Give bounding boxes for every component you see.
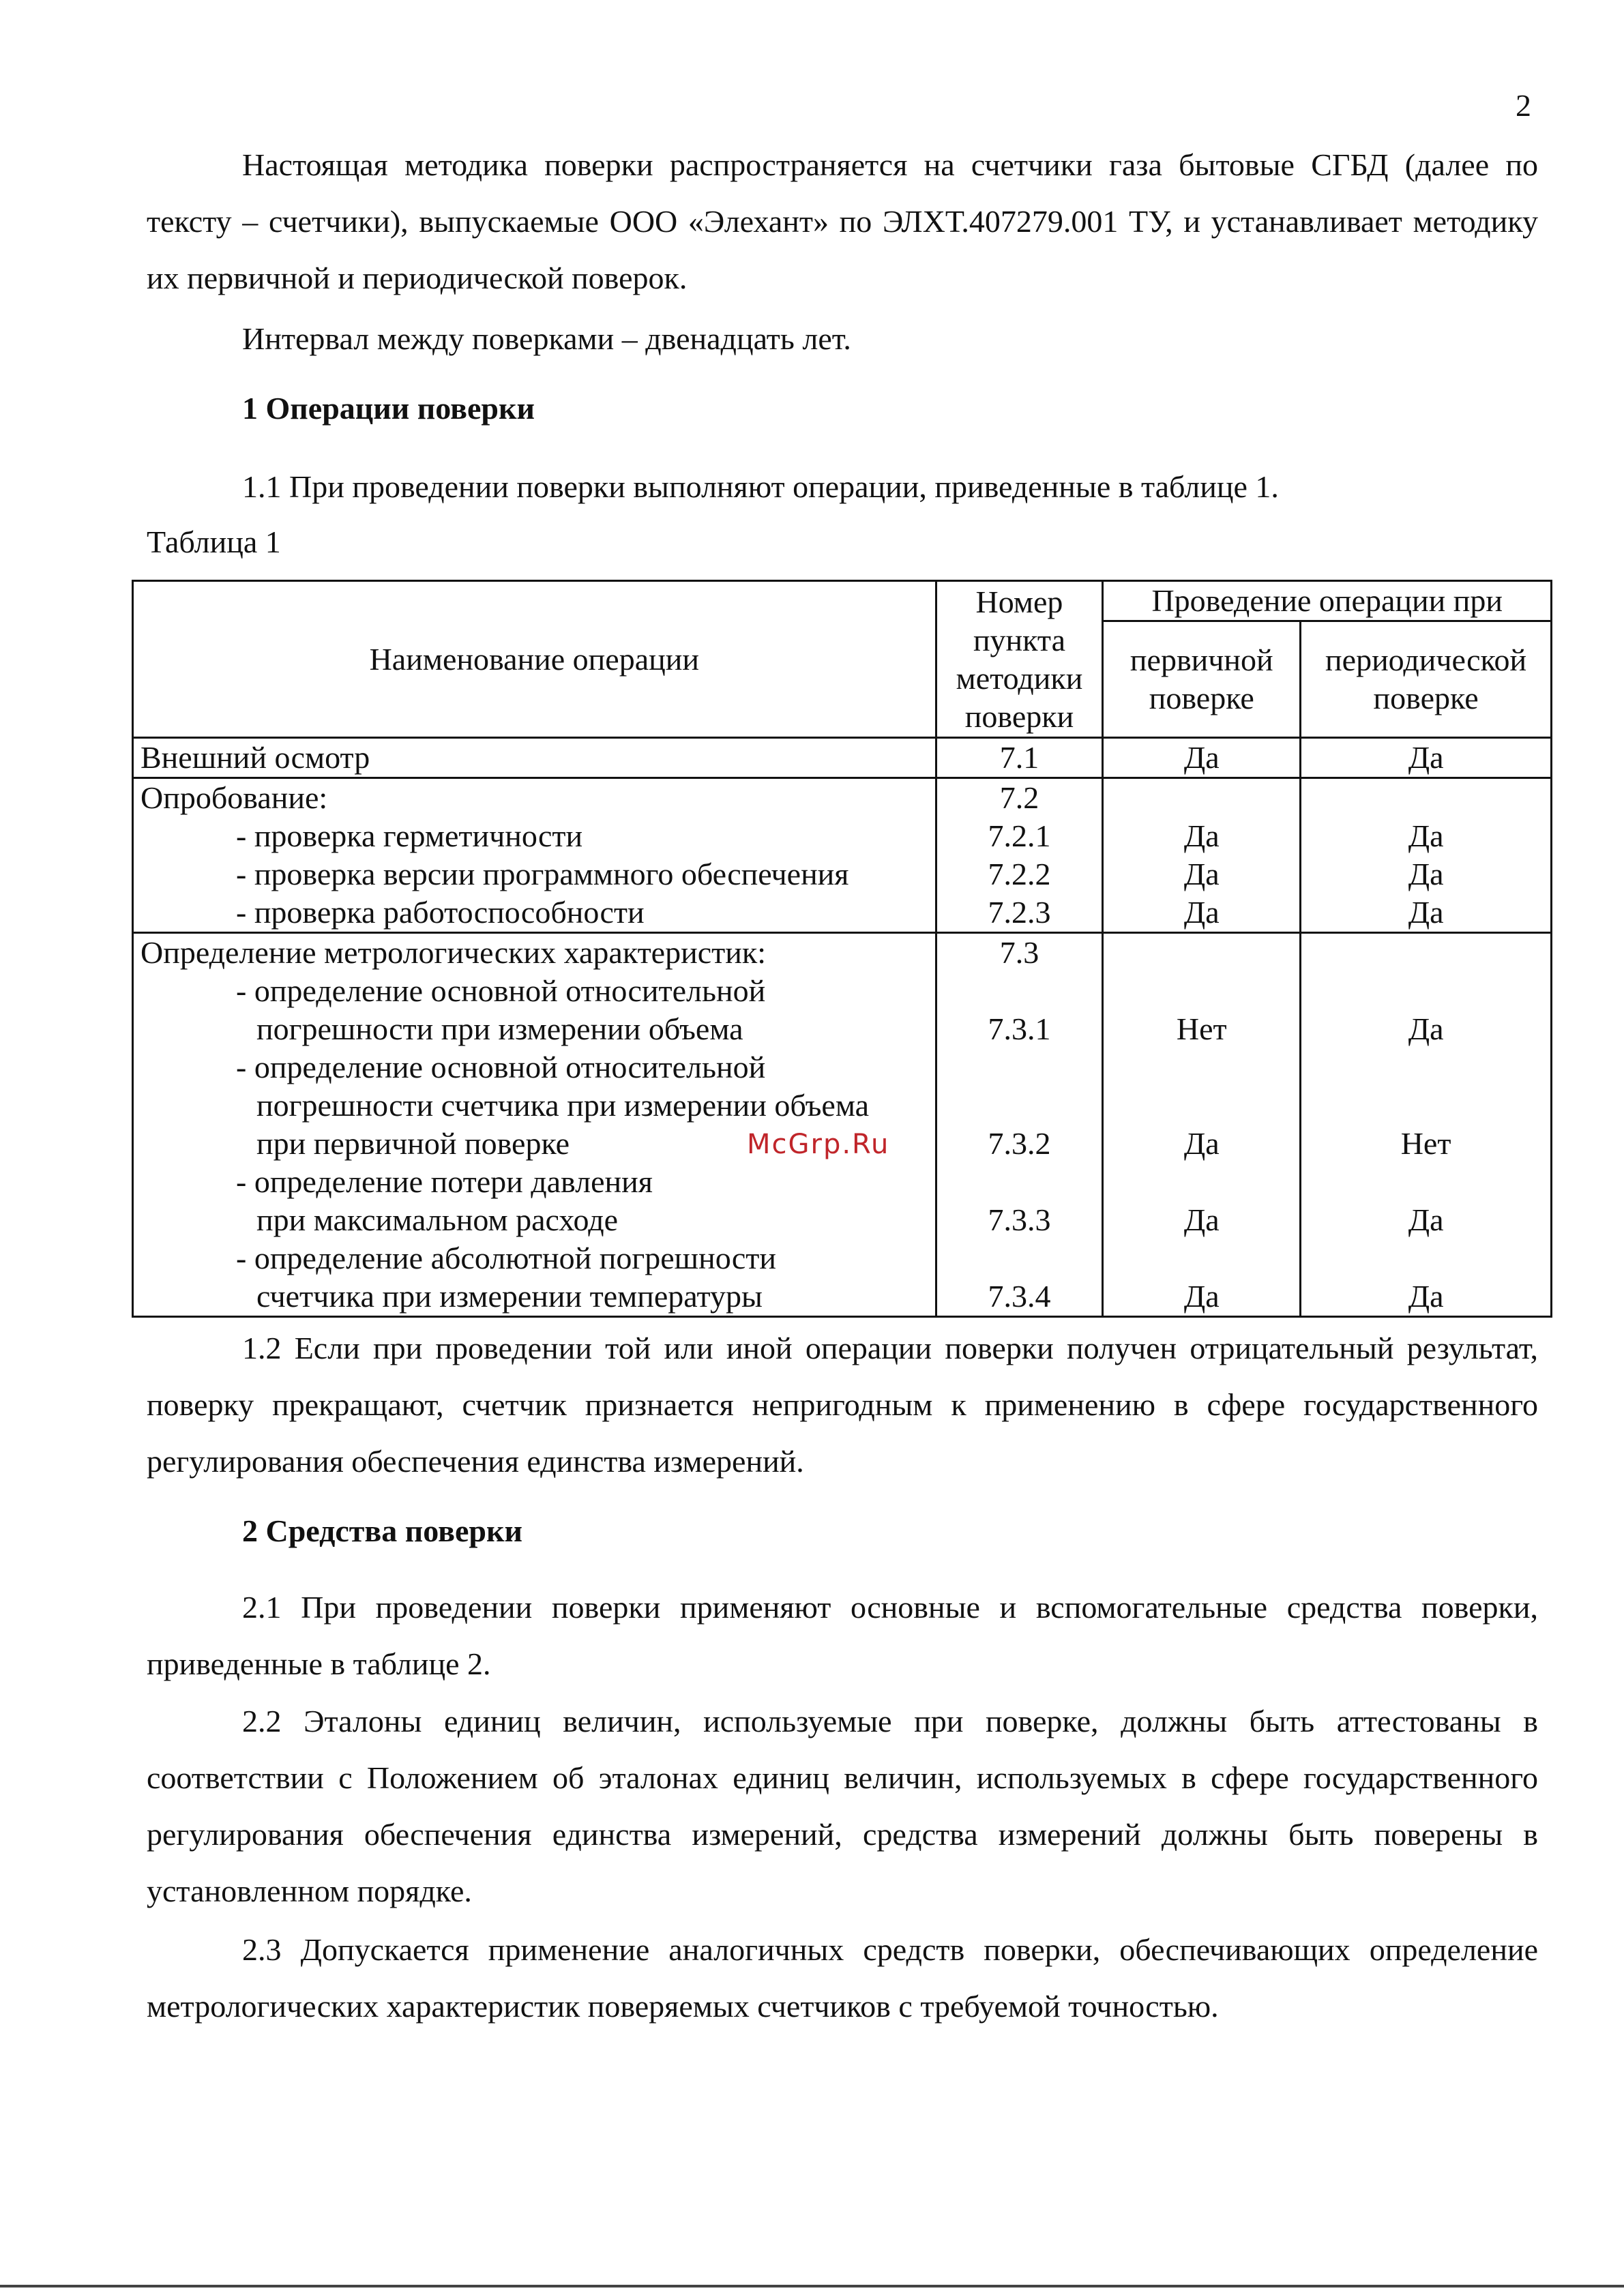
row-name-line: - определение основной относительной bbox=[236, 973, 766, 1008]
row-primary: Да bbox=[1103, 1239, 1301, 1317]
row-periodic: Нет bbox=[1301, 1048, 1552, 1163]
table-caption: Таблица 1 bbox=[147, 524, 281, 559]
row-number: 7.3.1 bbox=[936, 972, 1103, 1048]
table-row bbox=[133, 933, 1552, 973]
row-number: 7.1 bbox=[936, 738, 1103, 778]
intro-paragraph: Настоящая методика поверки распространяется на счетчики газа бытовые СГБД (далее по тексту – счетчики), выпускаемые ООО «Элехант» по ЭЛХТ.407279.001 ТУ, и устанавливает методику их первичной и периодической поверок. bbox=[147, 147, 1538, 295]
row-name-line: при первичной поверке bbox=[256, 1126, 570, 1161]
table-row bbox=[133, 817, 1552, 855]
row-periodic: Да bbox=[1301, 855, 1552, 893]
row-name-line: счетчика при измерении температуры bbox=[256, 1279, 763, 1314]
watermark: McGrp.Ru bbox=[747, 1129, 890, 1160]
row-periodic: Да bbox=[1301, 972, 1552, 1048]
row-number: 7.2.1 bbox=[936, 817, 1103, 855]
group-number: 7.2 bbox=[936, 778, 1103, 818]
row-primary: Да bbox=[1103, 1163, 1301, 1239]
operations-table bbox=[132, 580, 1552, 1318]
header-primary: первичной поверке bbox=[1103, 621, 1301, 738]
header-conduct: Проведение операции при bbox=[1103, 581, 1552, 621]
group-name: Опробование: bbox=[133, 778, 936, 818]
row-name-line: при максимальном расходе bbox=[256, 1202, 619, 1237]
row-periodic: Да bbox=[1301, 738, 1552, 778]
section-1-heading: 1 Операции поверки bbox=[242, 391, 535, 426]
row-name: - проверка версии программного обеспечения bbox=[236, 857, 849, 891]
row-name-line: погрешности при измерении объема bbox=[256, 1011, 743, 1046]
paragraph-1-2: 1.2 Если при проведении той или иной операции поверки получен отрицательный результат, поверку прекращают, счетчик признается непригодным к применению в сфере государственного регулирования обеспечения единства измерений. bbox=[147, 1331, 1538, 1479]
table-header-row bbox=[133, 581, 1552, 621]
row-name: Внешний осмотр bbox=[133, 738, 936, 778]
paragraph-2-1: 2.1 При проведении поверки применяют основные и вспомогательные средства поверки, приведенные в таблице 2. bbox=[147, 1590, 1538, 1681]
table-row bbox=[133, 855, 1552, 893]
row-number: 7.2.2 bbox=[936, 855, 1103, 893]
table-row bbox=[133, 738, 1552, 778]
paragraph-2-3: 2.3 Допускается применение аналогичных средств поверки, обеспечивающих определение метрологических характеристик поверяемых счетчиков с требуемой точностью. bbox=[147, 1932, 1538, 2024]
header-operation-name: Наименование операции bbox=[133, 581, 936, 738]
table-row bbox=[133, 778, 1552, 818]
row-primary: Да bbox=[1103, 817, 1301, 855]
interval-paragraph: Интервал между поверками – двенадцать лет. bbox=[242, 321, 851, 356]
row-name-line: - определение потери давления bbox=[236, 1164, 653, 1199]
paragraph-2-2: 2.2 Эталоны единиц величин, используемые при поверке, должны быть аттестованы в соответствии с Положением об эталонах единиц величин, используемых в сфере государственного регулирования обеспечения единства измерений, средства измерений должны быть поверены в установленном порядке. bbox=[147, 1704, 1538, 1908]
row-name: - проверка герметичности bbox=[236, 818, 583, 853]
row-number: 7.3.2 bbox=[936, 1048, 1103, 1163]
section-2-heading: 2 Средства поверки bbox=[242, 1513, 522, 1548]
row-name-line: - определение абсолютной погрешности bbox=[236, 1241, 776, 1275]
row-primary: Да bbox=[1103, 893, 1301, 933]
row-primary: Да bbox=[1103, 738, 1301, 778]
table-row bbox=[133, 972, 1552, 1048]
paragraph-1-1: 1.1 При проведении поверки выполняют операции, приведенные в таблице 1. bbox=[242, 469, 1279, 504]
row-periodic: Да bbox=[1301, 817, 1552, 855]
table-row bbox=[133, 1163, 1552, 1239]
header-periodic: периодической поверке bbox=[1301, 621, 1552, 738]
row-primary: Да bbox=[1103, 855, 1301, 893]
group-name: Определение метрологических характеристик: bbox=[133, 933, 936, 973]
row-periodic: Да bbox=[1301, 1163, 1552, 1239]
row-primary: Да bbox=[1103, 1048, 1301, 1163]
row-name: - проверка работоспособности bbox=[236, 895, 645, 930]
group-number: 7.3 bbox=[936, 933, 1103, 973]
row-number: 7.3.4 bbox=[936, 1239, 1103, 1317]
table-row bbox=[133, 1239, 1552, 1317]
row-name-line: погрешности счетчика при измерении объема bbox=[256, 1088, 870, 1123]
header-method-number: Номер пункта методики поверки bbox=[936, 581, 1103, 738]
row-primary: Нет bbox=[1103, 972, 1301, 1048]
row-name-line: - определение основной относительной bbox=[236, 1050, 766, 1084]
row-periodic: Да bbox=[1301, 893, 1552, 933]
row-number: 7.2.3 bbox=[936, 893, 1103, 933]
scan-edge-line bbox=[0, 2285, 1624, 2287]
row-periodic: Да bbox=[1301, 1239, 1552, 1317]
row-number: 7.3.3 bbox=[936, 1163, 1103, 1239]
table-row bbox=[133, 893, 1552, 933]
page-number: 2 bbox=[1516, 88, 1531, 123]
